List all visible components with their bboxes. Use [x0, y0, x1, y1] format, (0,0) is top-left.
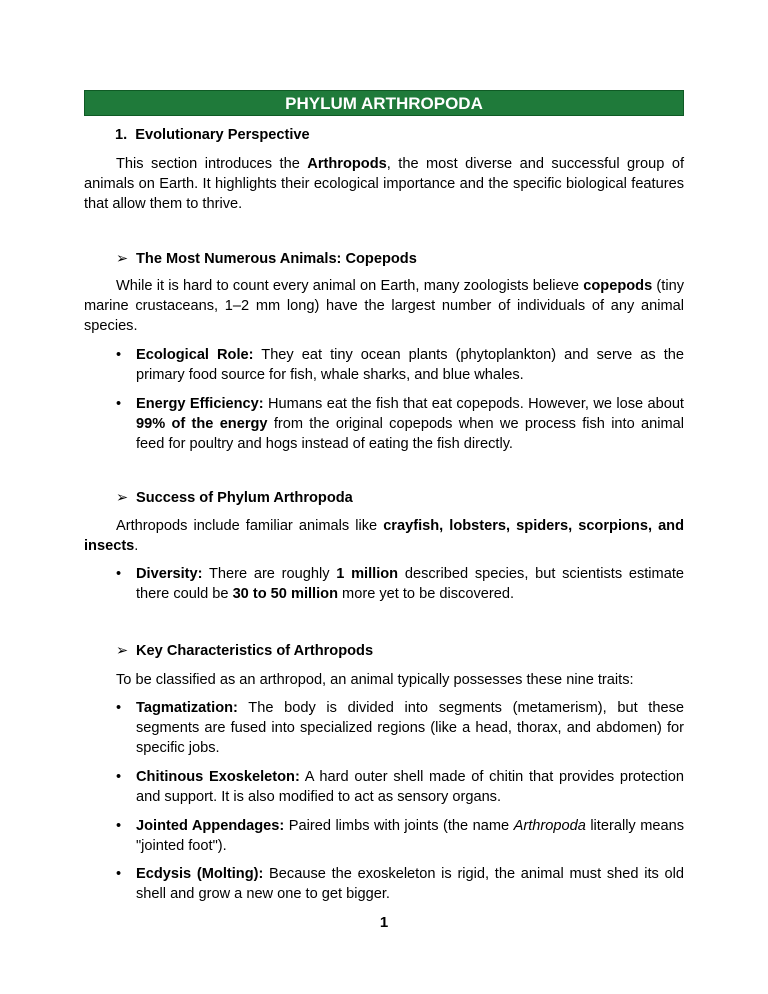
bullet-label: Ecological Role:	[136, 347, 254, 363]
bullet-dot-icon: •	[116, 347, 122, 363]
bullet-text: There are roughly	[202, 566, 337, 582]
characteristics-intro: To be classified as an arthropod, an animal typically possesses these nine traits:	[116, 672, 634, 688]
bullet-dot-icon: •	[116, 566, 122, 582]
bullet-bold: 99% of the energy	[136, 416, 268, 432]
bullet-label: Tagmatization:	[136, 700, 238, 716]
copepods-heading	[116, 250, 417, 267]
page-number: 1	[379, 914, 389, 931]
copepods-text: While it is hard to count every animal on Earth, many zoologists believe	[116, 278, 584, 294]
bullet-dot-icon: •	[116, 818, 122, 834]
bullet-text: The body is divided into segments (metamerism), but these segments are fused into specialized regions (like a head, thorax, and abdomen) for specific jobs.	[136, 700, 684, 756]
bullet-text: They eat tiny ocean plants (phytoplankton) and serve as the primary food source for fish, whale sharks, and blue whales.	[136, 347, 685, 383]
intro-text: This section introduces the	[116, 156, 308, 172]
copepods-bold: copepods	[583, 278, 653, 294]
bullet-text: Paired limbs with joints (the name	[284, 818, 514, 834]
section-number: 1.	[115, 127, 128, 143]
list-item	[116, 816, 684, 856]
bullet-label: Ecdysis (Molting):	[136, 866, 264, 882]
success-heading	[116, 489, 353, 506]
bullet-label: Chitinous Exoskeleton:	[136, 769, 300, 785]
bullet-bold-2: 30 to 50 million	[232, 586, 338, 602]
section-title: Evolutionary Perspective	[135, 127, 310, 143]
copepods-heading-text: The Most Numerous Animals: Copepods	[136, 251, 417, 267]
intro-text-2: , the most diverse and successful group of animals on Earth. It highlights their ecological importance and the specific biological features that allow them to thrive.	[84, 156, 684, 212]
bullet-text-2: described species, but scientists estimate there could be	[136, 566, 684, 602]
bullet-text-3: more yet to be discovered.	[338, 586, 515, 602]
list-item	[116, 864, 684, 904]
success-paragraph	[84, 516, 684, 556]
arrow-bullet-icon: ➢	[116, 643, 129, 659]
bullet-dot-icon: •	[116, 866, 122, 882]
bullet-text-2: literally means "jointed foot").	[136, 818, 685, 854]
arrow-bullet-icon: ➢	[116, 251, 129, 267]
bullet-text: Humans eat the fish that eat copepods. However, we lose about	[263, 396, 684, 412]
success-text-2: .	[134, 538, 139, 554]
section-heading	[115, 127, 310, 143]
bullet-label: Diversity:	[136, 566, 203, 582]
success-heading-text: Success of Phylum Arthropoda	[136, 490, 353, 506]
success-text: Arthropods include familiar animals like	[116, 518, 384, 534]
list-item	[116, 564, 684, 604]
bullet-italic: Arthropoda	[513, 818, 586, 834]
bullet-dot-icon: •	[116, 700, 122, 716]
bullet-text-2: from the original copepods when we process fish into animal feed for poultry and hogs instead of eating the fish directly.	[136, 416, 684, 452]
list-item	[116, 394, 684, 454]
characteristics-heading-text: Key Characteristics of Arthropods	[136, 643, 374, 659]
bullet-text: A hard outer shell made of chitin that provides protection and support. It is also modified to act as sensory organs.	[136, 769, 684, 805]
list-item	[116, 698, 684, 758]
success-bold: crayfish, lobsters, spiders, scorpions, and insects	[84, 518, 685, 554]
intro-paragraph	[84, 154, 684, 214]
bullet-dot-icon: •	[116, 396, 122, 412]
bullet-label: Energy Efficiency:	[136, 396, 264, 412]
bullet-label: Jointed Appendages:	[136, 818, 285, 834]
characteristics-heading	[116, 642, 373, 659]
bullet-bold: 1 million	[336, 566, 399, 582]
bullet-text: Because the exoskeleton is rigid, the animal must shed its old shell and grow a new one to get bigger.	[136, 866, 685, 902]
section-banner: PHYLUM ARTHROPODA	[84, 90, 684, 116]
list-item	[116, 345, 684, 385]
list-item	[116, 767, 684, 807]
arrow-bullet-icon: ➢	[116, 490, 129, 506]
copepods-text-2: (tiny marine crustaceans, 1–2 mm long) have the largest number of individuals of any animal species.	[84, 278, 685, 334]
intro-bold: Arthropods	[307, 156, 387, 172]
copepods-paragraph	[84, 276, 684, 336]
bullet-dot-icon: •	[116, 769, 122, 785]
